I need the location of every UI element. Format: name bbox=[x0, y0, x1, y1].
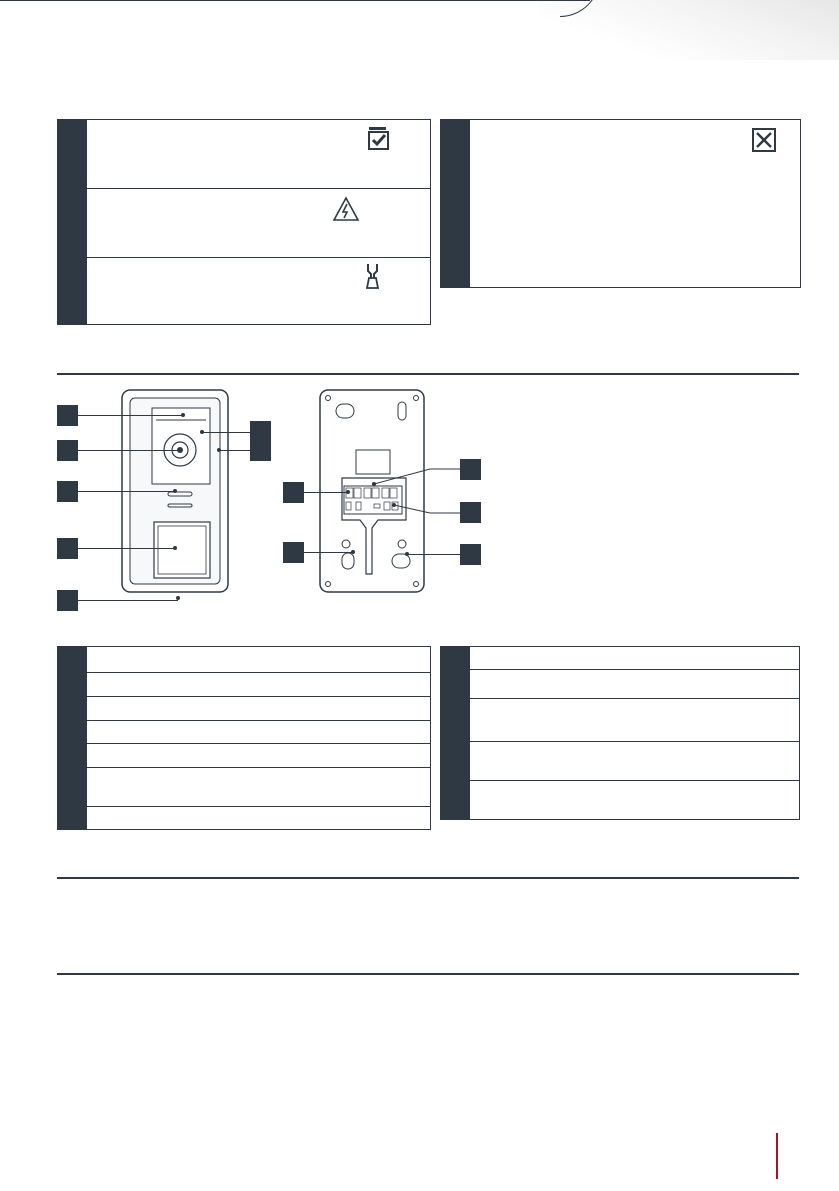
leader-dot bbox=[178, 448, 182, 452]
leader-line bbox=[78, 548, 174, 549]
leader-dot bbox=[217, 448, 221, 452]
section-divider bbox=[57, 877, 799, 879]
row-divider bbox=[470, 698, 799, 699]
electric-hazard-icon bbox=[332, 196, 360, 222]
leader-dot bbox=[351, 550, 355, 554]
row-divider bbox=[87, 672, 430, 673]
leader-dot bbox=[176, 596, 180, 600]
leader-line bbox=[304, 492, 348, 493]
legend-table-right bbox=[440, 646, 800, 820]
row-divider bbox=[87, 257, 430, 258]
info-box-right bbox=[440, 119, 801, 288]
cross-box-icon bbox=[752, 128, 776, 152]
legend-table-right-bar bbox=[441, 647, 470, 819]
leader-line bbox=[78, 450, 180, 451]
section-divider bbox=[57, 373, 799, 375]
callout-badge bbox=[57, 440, 78, 461]
leader-dot bbox=[346, 490, 350, 494]
row-divider bbox=[470, 780, 799, 781]
row-divider bbox=[87, 696, 430, 697]
callout-badge bbox=[460, 544, 481, 565]
leader-line bbox=[372, 466, 462, 526]
leader-dot bbox=[173, 489, 177, 493]
callout-badge bbox=[460, 459, 481, 480]
page-marker bbox=[776, 1133, 778, 1179]
row-divider bbox=[470, 741, 799, 742]
callout-badge bbox=[57, 481, 78, 502]
tools-icon bbox=[364, 263, 382, 289]
device-front-illustration bbox=[120, 388, 240, 598]
row-divider bbox=[87, 767, 430, 768]
callout-badge bbox=[57, 538, 78, 559]
row-divider bbox=[87, 720, 430, 721]
info-box-right-bar bbox=[441, 120, 470, 287]
leader-dot bbox=[173, 546, 177, 550]
callout-badge bbox=[283, 482, 304, 503]
leader-line bbox=[78, 491, 174, 492]
leader-dot bbox=[405, 552, 409, 556]
callout-badge bbox=[57, 405, 78, 426]
leader-line bbox=[304, 552, 352, 553]
row-divider bbox=[87, 188, 430, 189]
leader-line bbox=[220, 450, 250, 451]
leader-line bbox=[203, 432, 250, 433]
leader-dot bbox=[181, 413, 185, 417]
leader-line bbox=[78, 600, 178, 601]
row-divider bbox=[470, 669, 799, 670]
row-divider bbox=[87, 743, 430, 744]
checked-box-icon bbox=[368, 126, 392, 150]
leader-line bbox=[78, 415, 182, 416]
info-box-left-bar bbox=[58, 120, 87, 324]
top-rule bbox=[0, 0, 590, 1]
callout-badge bbox=[250, 421, 271, 461]
info-box-left bbox=[57, 119, 431, 325]
section-divider bbox=[57, 973, 799, 975]
callout-badge bbox=[283, 542, 304, 563]
legend-table-left bbox=[57, 646, 431, 830]
callout-badge bbox=[57, 590, 78, 611]
callout-badge bbox=[460, 502, 481, 523]
leader-line bbox=[408, 554, 460, 555]
legend-table-left-bar bbox=[58, 647, 87, 829]
row-divider bbox=[87, 806, 430, 807]
leader-dot bbox=[200, 430, 204, 434]
